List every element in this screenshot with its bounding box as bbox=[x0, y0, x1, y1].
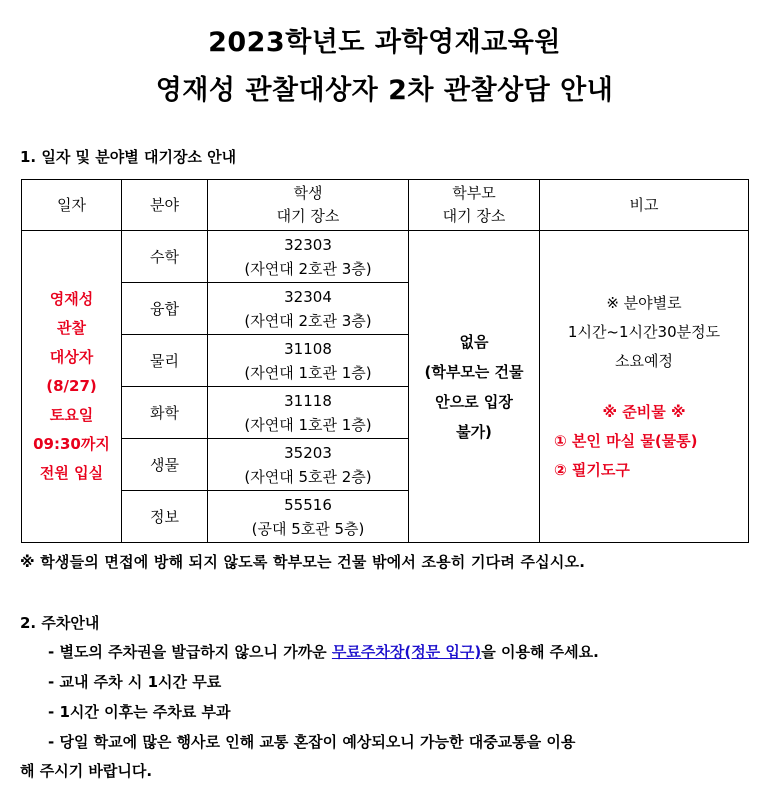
table-header-row bbox=[22, 180, 749, 231]
parking-text: - 별도의 주차권을 발급하지 않으니 가까운 bbox=[48, 643, 332, 661]
room-cell bbox=[208, 283, 409, 335]
room-cell bbox=[208, 231, 409, 283]
room-cell bbox=[208, 491, 409, 543]
date-line: 토요일 bbox=[49, 406, 94, 424]
prep-title: ※ 준비물 ※ bbox=[602, 402, 686, 421]
parent-location-cell bbox=[409, 231, 540, 543]
header-parent-location bbox=[409, 180, 540, 231]
header-field: 분야 bbox=[122, 180, 208, 231]
date-line: (8/27) bbox=[46, 377, 97, 395]
header-note: 비고 bbox=[540, 180, 749, 231]
schedule-table bbox=[21, 179, 749, 543]
date-line: 영재성 bbox=[49, 290, 94, 308]
room-number: 35203 bbox=[284, 444, 332, 462]
field-cell: 화학 bbox=[122, 387, 208, 439]
room-cell bbox=[208, 387, 409, 439]
header-parent-line2: 대기 장소 bbox=[442, 207, 506, 225]
room-number: 31108 bbox=[284, 340, 332, 358]
room-building: (자연대 1호관 1층) bbox=[244, 364, 372, 382]
field-cell: 수학 bbox=[122, 231, 208, 283]
page-title: 2023학년도 과학영재교육원 bbox=[208, 27, 561, 58]
parking-item: - 1시간 이후는 주차료 부과 bbox=[48, 703, 231, 721]
parking-item bbox=[48, 641, 599, 662]
header-student-line2: 대기 장소 bbox=[276, 207, 340, 225]
parent-line: 불가) bbox=[456, 422, 492, 441]
room-building: (자연대 2호관 3층) bbox=[244, 260, 372, 278]
parent-line: 없음 bbox=[459, 332, 489, 351]
header-student-location bbox=[208, 180, 409, 231]
date-line: 대상자 bbox=[49, 348, 94, 366]
room-number: 32304 bbox=[284, 288, 332, 306]
table-row bbox=[22, 231, 749, 283]
page-subtitle: 영재성 관찰대상자 2차 관찰상담 안내 bbox=[155, 75, 614, 106]
note-line: ※ 분야별로 bbox=[606, 293, 682, 312]
free-parking-link[interactable]: 무료주차장(정문 입구) bbox=[331, 643, 482, 661]
room-cell bbox=[208, 439, 409, 491]
room-building: (자연대 2호관 3층) bbox=[244, 312, 372, 330]
field-cell: 정보 bbox=[122, 491, 208, 543]
room-number: 31118 bbox=[284, 392, 332, 410]
date-line: 전원 입실 bbox=[39, 464, 104, 482]
room-number: 32303 bbox=[284, 236, 332, 254]
field-cell: 융합 bbox=[122, 283, 208, 335]
header-date: 일자 bbox=[22, 180, 122, 231]
parking-item-continued: 해 주시기 바랍니다. bbox=[20, 762, 153, 780]
header-parent-line1: 학부모 bbox=[452, 184, 496, 202]
field-cell: 생물 bbox=[122, 439, 208, 491]
prep-item: ② 필기도구 bbox=[554, 460, 630, 479]
prep-item: ① 본인 마실 물(물통) bbox=[554, 431, 698, 450]
note-cell bbox=[540, 231, 749, 543]
parent-line: (학부모는 건물 bbox=[424, 362, 524, 381]
date-cell bbox=[22, 231, 122, 543]
note-line: 1시간~1시간30분정도 bbox=[567, 322, 721, 341]
field-cell: 물리 bbox=[122, 335, 208, 387]
date-line: 관찰 bbox=[57, 319, 86, 337]
room-building: (자연대 1호관 1층) bbox=[244, 416, 372, 434]
parking-text: 을 이용해 주세요. bbox=[481, 643, 599, 661]
room-cell bbox=[208, 335, 409, 387]
parking-item: - 당일 학교에 많은 행사로 인해 교통 혼잡이 예상되오니 가능한 대중교통을 이용 bbox=[48, 733, 576, 751]
parking-item: - 교내 주차 시 1시간 무료 bbox=[48, 673, 222, 691]
parent-notice: ※ 학생들의 면접에 방해 되지 않도록 학부모는 건물 밖에서 조용히 기다려 주십시오. bbox=[20, 553, 586, 571]
date-line: 09:30까지 bbox=[33, 435, 110, 453]
section-2-heading: 2. 주차안내 bbox=[20, 614, 100, 632]
room-building: (자연대 5호관 2층) bbox=[244, 468, 372, 486]
header-student-line1: 학생 bbox=[293, 184, 323, 202]
section-1-heading: 1. 일자 및 분야별 대기장소 안내 bbox=[20, 148, 237, 166]
note-line: 소요예정 bbox=[615, 351, 673, 370]
room-building: (공대 5호관 5층) bbox=[251, 520, 365, 538]
room-number: 55516 bbox=[284, 496, 332, 514]
parent-line: 안으로 입장 bbox=[435, 392, 513, 411]
